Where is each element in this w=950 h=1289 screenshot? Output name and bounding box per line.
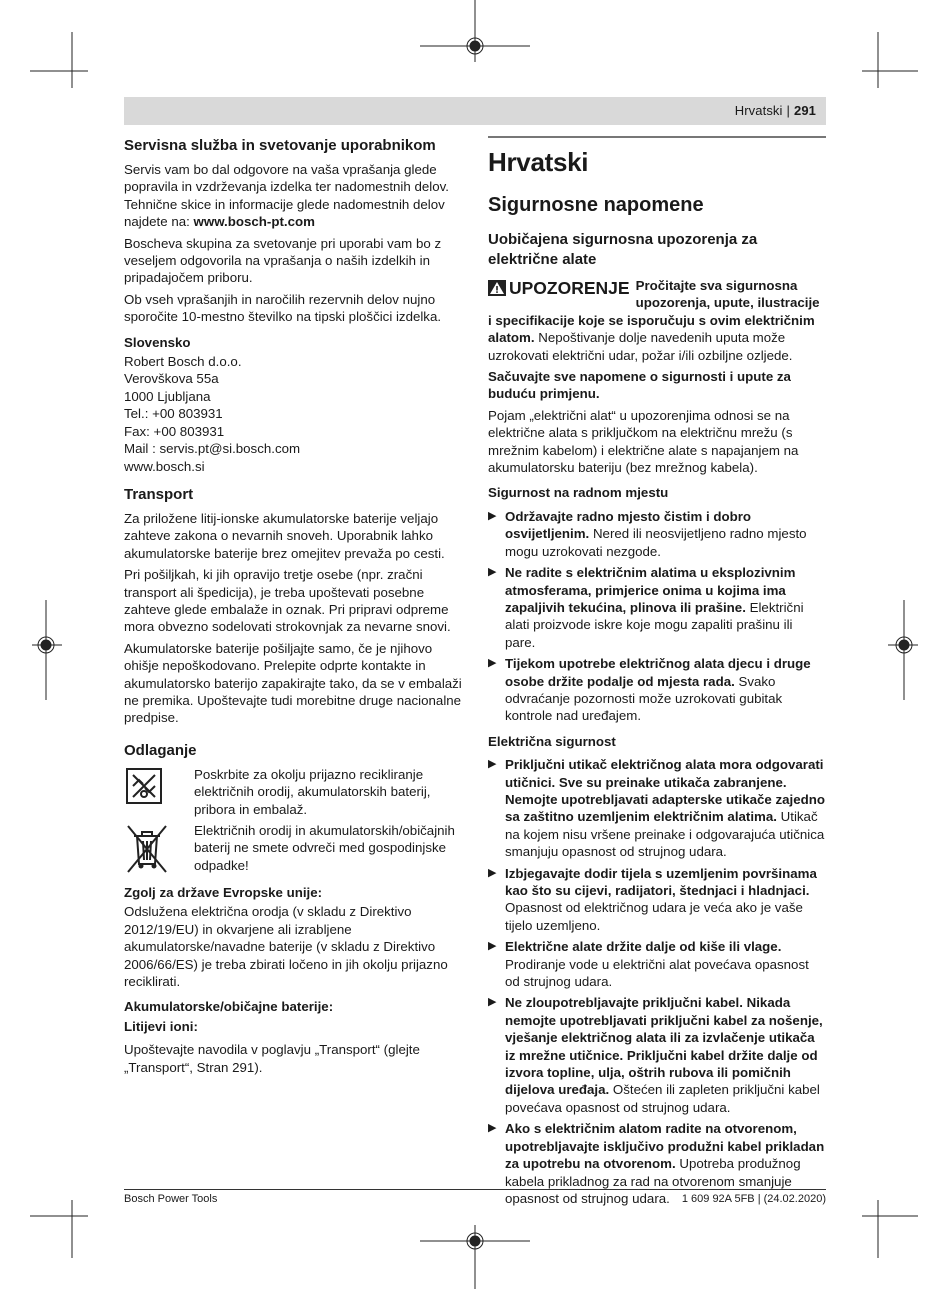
eu-title: Zgolj za države Evropske unije:	[124, 885, 323, 900]
bullet-arrow-icon: ▶	[488, 866, 497, 879]
workplace-title: Sigurnost na radnom mjestu	[488, 485, 669, 501]
list-item: ▶ Održavajte radno mjesto čistim i dobro osvijetljenim. Nered ili neosvijetljeno radno mjesto mogu uzrokovati nezgode.	[488, 508, 807, 559]
liion-text: Upoštevajte navodila v poglavju „Transport“ (glejte „Transport“, Stran 291).	[124, 1042, 420, 1075]
save-note: Sačuvajte sve napomene o sigurnosti i upute za buduću primjenu.	[488, 369, 791, 402]
liion-title: Litijevi ioni:	[124, 1018, 198, 1034]
transport-paragraph-1: Za priložene litij-ionske akumulatorske baterije veljajo zahteve zakona o nevarnih snoveh. Uporabnik lahko akumulatorske baterije brez omejitev prevaža po cesti.	[124, 510, 445, 561]
warning-label: UPOZORENJE	[488, 277, 630, 299]
service-paragraph-3: Ob vseh vprašanjih in naročilih rezervnih delov nujno sporočite 10-mestno številko na tipski ploščici izdelka.	[124, 291, 442, 325]
warning-block	[488, 277, 826, 364]
transport-title: Transport	[124, 485, 194, 503]
page-header	[124, 97, 826, 125]
bullet-arrow-icon: ▶	[488, 996, 497, 1009]
recycling-symbol-icon	[124, 766, 164, 806]
header-page-number: 291	[794, 103, 816, 118]
language-title: Hrvatski	[488, 147, 589, 177]
service-title: Servisna služba in svetovanje uporabnikom	[124, 137, 436, 154]
address-tel: Tel.: +00 803931	[124, 406, 223, 422]
crossed-bin-icon	[124, 822, 170, 876]
list-item: ▶ Priključni utikač električnog alata mora odgovarati utičnici. Sve su preinake utikača zabranjene. Nemojte upotrebljavati adapterske utikače zajedno sa zaštitno uzemljenim električnim alatima. Utikač na kojem nisu vršene preinake i odgovarajuća utičnica smanjuju opasnost od strujnog udara.	[488, 757, 825, 860]
address-country: Slovensko	[124, 334, 191, 350]
header-text: Hrvatski | 291	[734, 103, 816, 118]
address-company: Robert Bosch d.o.o.	[124, 354, 242, 370]
disposal-text-2: Električnih orodij in akumulatorskih/običajnih baterij ne smete odvreči med gospodinjske odpadke!	[194, 823, 455, 873]
bullet-arrow-icon: ▶	[488, 940, 497, 953]
disposal-text-1: Poskrbite za okolju prijazno recikliranje električnih orodij, akumulatorskih baterij, pribora in embalaž.	[194, 766, 431, 817]
list-item: ▶ Ne zloupotrebljavajte priključni kabel. Nikada nemojte upotrebljavati priključni kabel za nošenje, vješanje električnog alata ili za izvlačenje utikača iz mrežne utičnice. Priključni kabel držite dalje od izvora topline, ulja, oštrih rubova ili pomičnih dijelova uređaja. Oštećen ili zapleten priključni kabel povećava opasnost od strujnog udara.	[488, 995, 823, 1115]
list-item: ▶ Izbjegavajte dodir tijela s uzemljenim površinama kao što su cijevi, radijatori, štednjaci i hladnjaci. Opasnost od električnog udara je veća ako je vaše tijelo uzemljeno.	[488, 865, 817, 933]
right-column	[488, 136, 826, 1211]
list-item: ▶ Ako s električnim alatom radite na otvorenom, upotrebljavajte isključivo produžni kabel prikladan za upotrebu na otvorenom. Upotreba produžnog kabela prikladnog za rad na otvorenom smanjuje opasnost od strujnog udara.	[488, 1121, 825, 1206]
page-footer	[124, 1189, 826, 1205]
bullet-arrow-icon: ▶	[488, 1122, 497, 1135]
term-note: Pojam „električni alat“ u upozorenjima odnosi se na električne alata s priključkom na električnu mrežu (s mrežnim kabelom) i električne alate s napajanjem na akumulatorsku bateriju (bez mrežnog kabela).	[488, 407, 799, 476]
left-column	[124, 136, 462, 1080]
list-item: ▶ Tijekom upotrebe električnog alata djecu i druge osobe držite podalje od mjesta rada. Svako odvraćanje pozornosti može uzrokovati gubitak kontrole nad uređajem.	[488, 656, 811, 724]
warning-bold-text: Pročitajte sva sigurnosna upozorenja, upute, ilustracije i specifikacije koje se isporučuju s ovim električnim alatom.	[488, 278, 820, 346]
list-item: ▶ Električne alate držite dalje od kiše ili vlage. Prodiranje vode u električni alat povećava opasnost od strujnog udara.	[488, 939, 809, 990]
bullet-arrow-icon: ▶	[488, 758, 497, 771]
eu-text: Odslužena električna orodja (v skladu z Direktivo 2012/19/EU) in okvarjene ali izrabljene akumulatorske/navadne baterije (v skladu z Direktivo 2006/66/ES) je treba zbirati ločeno in jih okolju prijazno reciklirati.	[124, 904, 448, 990]
bullet-arrow-icon: ▶	[488, 509, 497, 522]
address-city: 1000 Ljubljana	[124, 388, 211, 404]
service-address	[124, 334, 462, 475]
warning-triangle-icon	[488, 280, 506, 296]
address-fax: Fax: +00 803931	[124, 423, 225, 439]
header-language: Hrvatski	[734, 103, 783, 118]
battery-title: Akumulatorske/običajne baterije:	[124, 999, 334, 1015]
transport-paragraph-3: Akumulatorske baterije pošiljajte samo, če je njihovo ohišje nepoškodovano. Prelepite odprte kontakte in akumulatorsko baterijo zapakirajte tako, da se v embalaži ne premika. Upoštevajte tudi morebitne druge nacionalne predpise.	[124, 640, 462, 726]
electrical-title: Električna sigurnost	[488, 733, 616, 749]
address-web: www.bosch.si	[124, 458, 205, 474]
transport-paragraph-2: Pri pošiljkah, ki jih opravijo tretje osebe (npr. zračni transport ali špedicija), je treba upoštevati posebne zahteve glede embalaže in oznak. Pri pripravi odpreme mora obvezno sodelovati strokovnjak za nevarne snovi.	[124, 567, 451, 635]
disposal-title: Odlaganje	[124, 741, 197, 759]
service-paragraph-2: Boscheva skupina za svetovanje pri uporabi vam bo z veseljem odgovorila na vprašanja o naših izdelkih in pripadajočem priboru.	[124, 235, 442, 286]
footer-doc-number: 1 609 92A 5FB | (24.02.2020)	[681, 1193, 826, 1205]
address-mail: Mail : servis.pt@si.bosch.com	[124, 441, 301, 457]
general-warnings-title: Uobičajena sigurnosna upozorenja za električne alate	[488, 231, 758, 268]
bullet-arrow-icon: ▶	[488, 566, 497, 579]
service-paragraph-1: Servis vam bo dal odgovore na vaša vprašanja glede popravila in vzdrževanja izdelka ter nadomestnih delov. Tehnične skice in informacije glede nadomestnih delov najdete na: www.bosch-pt.com	[124, 162, 449, 230]
list-item: ▶ Ne radite s električnim alatima u eksplozivnim atmosferama, primjerice onima u kojima ima zapaljivih tekućina, plinova ili prašine. Električni alati proizvode iskre koje mogu zapaliti prašinu ili pare.	[488, 565, 804, 650]
disposal-item-bin	[124, 822, 462, 876]
safety-title: Sigurnosne napomene	[488, 194, 704, 216]
address-street: Verovškova 55a	[124, 371, 219, 387]
bullet-arrow-icon: ▶	[488, 657, 497, 670]
service-url: www.bosch-pt.com	[193, 214, 315, 230]
disposal-item-recycle	[124, 766, 462, 818]
footer-brand: Bosch Power Tools	[124, 1193, 218, 1205]
column-top-rule	[488, 136, 826, 138]
warning-normal-text: Nepoštivanje dolje navedenih uputa može uzrokovati električni udar, požar i/ili ozbiljne ozljede.	[488, 330, 793, 363]
